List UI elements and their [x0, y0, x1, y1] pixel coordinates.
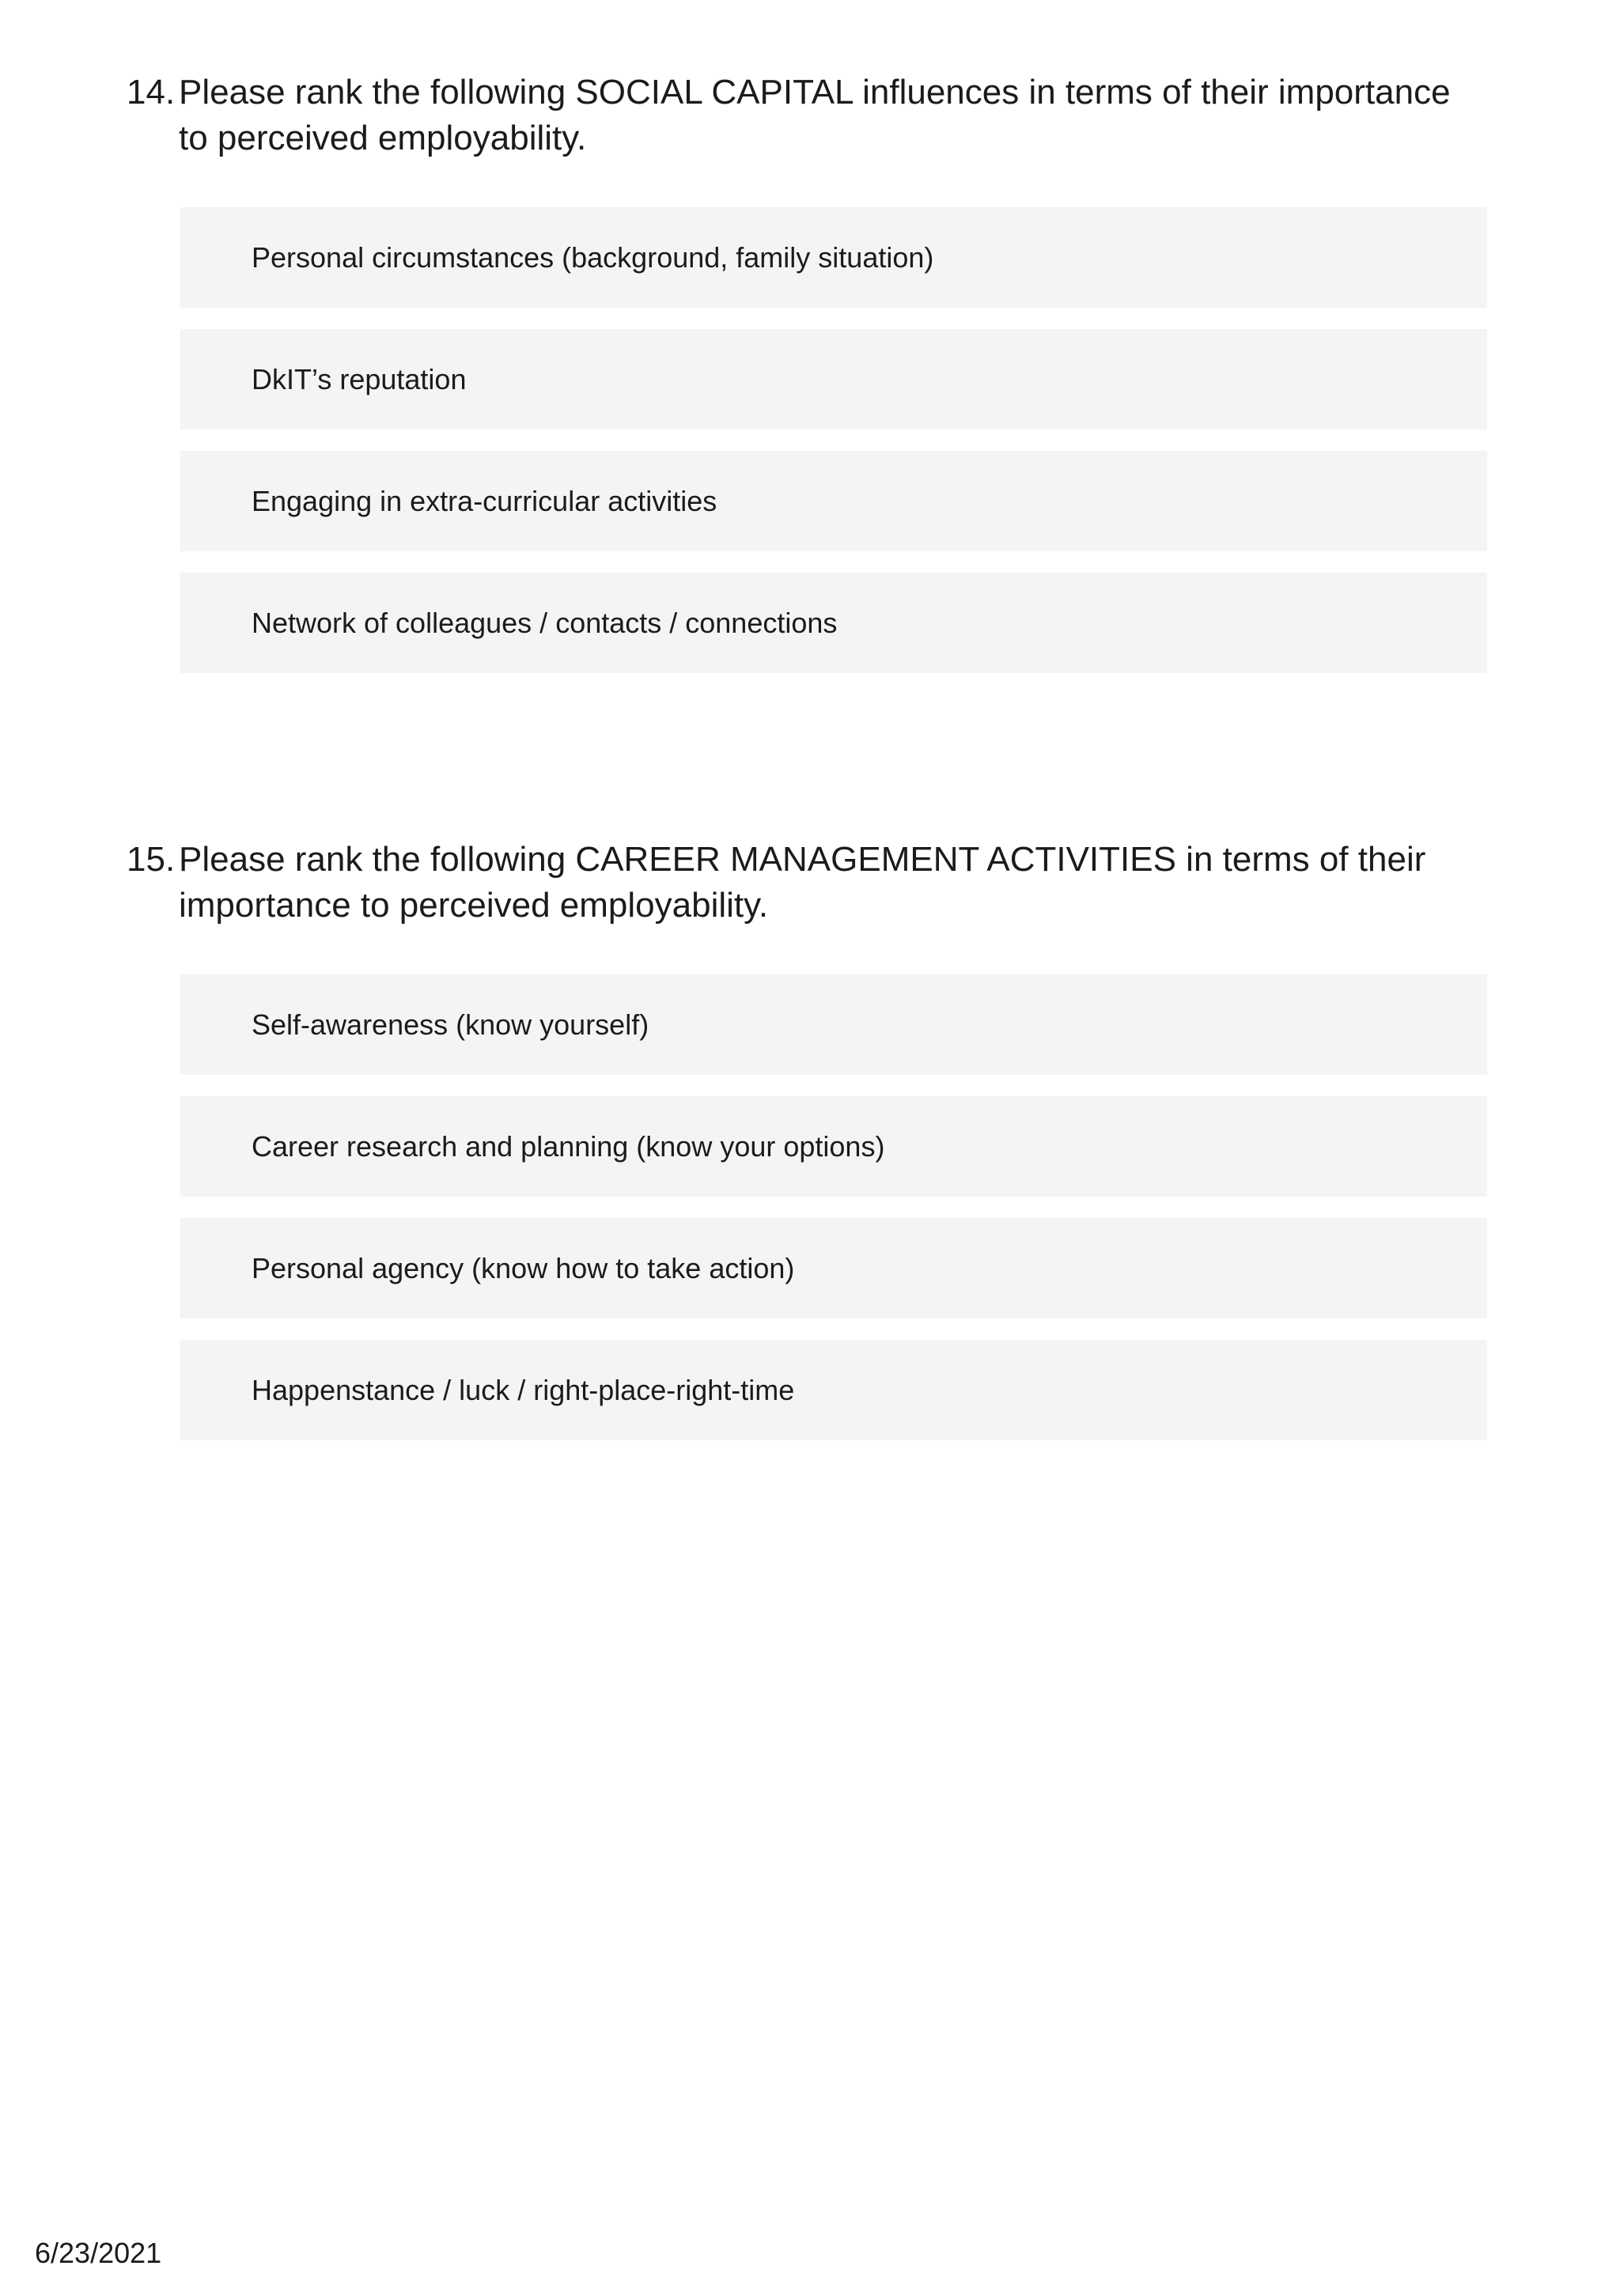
- ranking-option-dkit-reputation[interactable]: DkIT’s reputation: [180, 329, 1487, 429]
- ranking-option-happenstance[interactable]: Happenstance / luck / right-place-right-time: [180, 1340, 1487, 1440]
- ranking-list: [180, 207, 1487, 673]
- ranking-option-network[interactable]: Network of colleagues / contacts / connections: [180, 573, 1487, 673]
- question-heading: [127, 70, 1487, 161]
- question-heading: [127, 837, 1487, 929]
- footer-date: 6/23/2021: [35, 2237, 162, 2269]
- question-number: 14.: [127, 73, 176, 112]
- ranking-option-personal-circumstances[interactable]: Personal circumstances (background, family situation): [180, 207, 1487, 308]
- question-number: 15.: [127, 840, 176, 879]
- question-15: [127, 837, 1487, 1440]
- ranking-option-self-awareness[interactable]: Self-awareness (know yourself): [180, 974, 1487, 1075]
- question-14: [127, 70, 1487, 673]
- ranking-option-personal-agency[interactable]: Personal agency (know how to take action): [180, 1218, 1487, 1318]
- question-text: Please rank the following SOCIAL CAPITAL influences in terms of their importance to perceived employability.: [179, 73, 1451, 157]
- ranking-list: [180, 974, 1487, 1440]
- ranking-option-career-research[interactable]: Career research and planning (know your options): [180, 1096, 1487, 1197]
- ranking-option-extra-curricular[interactable]: Engaging in extra-curricular activities: [180, 451, 1487, 551]
- question-text: Please rank the following CAREER MANAGEMENT ACTIVITIES in terms of their importance to perceived employability.: [179, 840, 1426, 925]
